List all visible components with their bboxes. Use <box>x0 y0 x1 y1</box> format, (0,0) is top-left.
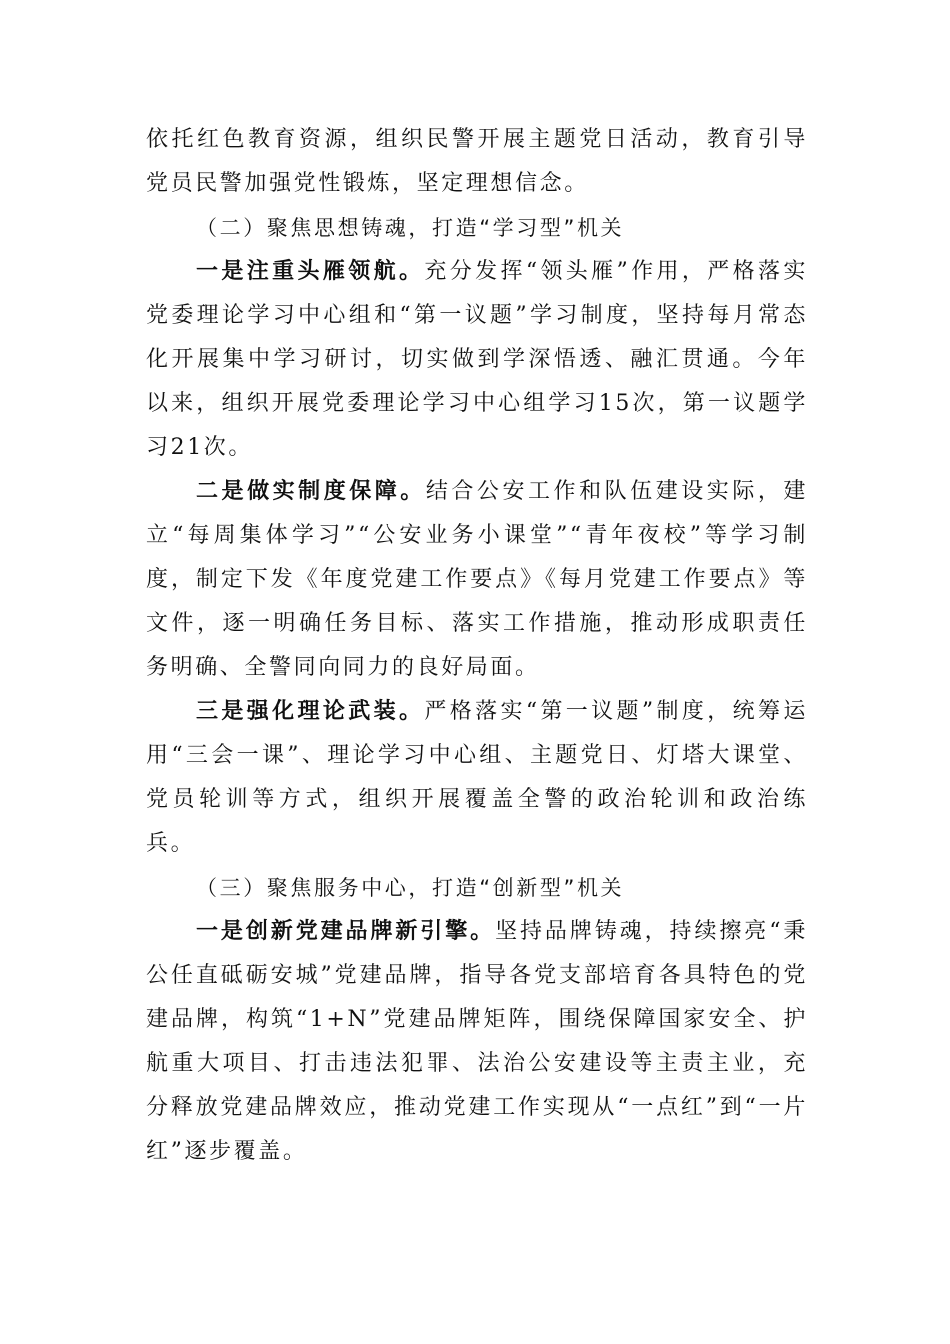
paragraph-lead: 二是做实制度保障。 <box>196 479 426 504</box>
paragraph-text: 充分发挥“领头雁”作用，严格落实党委理论学习中心组和“第一议题”学习制度，坚持每月常态化开展集中学习研讨，切实做到学深悟透、融汇贯通。今年以来，组织开展党委理论学习中心组学习15次，第一议题学习21次。 <box>146 259 808 460</box>
paragraph-text: 严格落实“第一议题”制度，统筹运用“三会一课”、理论学习中心组、主题党日、灯塔大课堂、党员轮训等方式，组织开展覆盖全警的政治轮训和政治练兵。 <box>146 699 808 856</box>
section-heading-three <box>146 866 808 910</box>
paragraph-text: 结合公安工作和队伍建设实际，建立“每周集体学习”“公安业务小课堂”“青年夜校”等学习制度，制定下发《年度党建工作要点》《每月党建工作要点》等文件，逐一明确任务目标、落实工作措施，推动形成职责任务明确、全警同向同力的良好局面。 <box>146 479 808 680</box>
paragraph-text: 依托红色教育资源，组织民警开展主题党日活动，教育引导党员民警加强党性锻炼，坚定理想信念。 <box>146 127 808 196</box>
paragraph-brand-engine <box>146 910 808 1174</box>
paragraph-lead: 一是创新党建品牌新引擎。 <box>196 919 496 944</box>
heading-text: （二）聚焦思想铸魂，打造“学习型”机关 <box>196 216 625 240</box>
section-heading-two <box>146 206 808 250</box>
paragraph-system-guarantee <box>146 470 808 690</box>
paragraph-lead: 一是注重头雁领航。 <box>196 259 425 284</box>
paragraph-theory-armament <box>146 690 808 866</box>
document-body <box>146 118 808 1174</box>
paragraph-lead: 三是强化理论武装。 <box>196 699 425 724</box>
paragraph-head-goose <box>146 250 808 470</box>
paragraph-text: 坚持品牌铸魂，持续擦亮“秉公任直砥砺安城”党建品牌，指导各党支部培育各具特色的党建品牌，构筑“1+N”党建品牌矩阵，围绕保障国家安全、护航重大项目、打击违法犯罪、法治公安建设等主责主业，充分释放党建品牌效应，推动党建工作实现从“一点红”到“一片红”逐步覆盖。 <box>146 919 808 1164</box>
heading-text: （三）聚焦服务中心，打造“创新型”机关 <box>196 876 625 900</box>
paragraph-continuation <box>146 118 808 206</box>
